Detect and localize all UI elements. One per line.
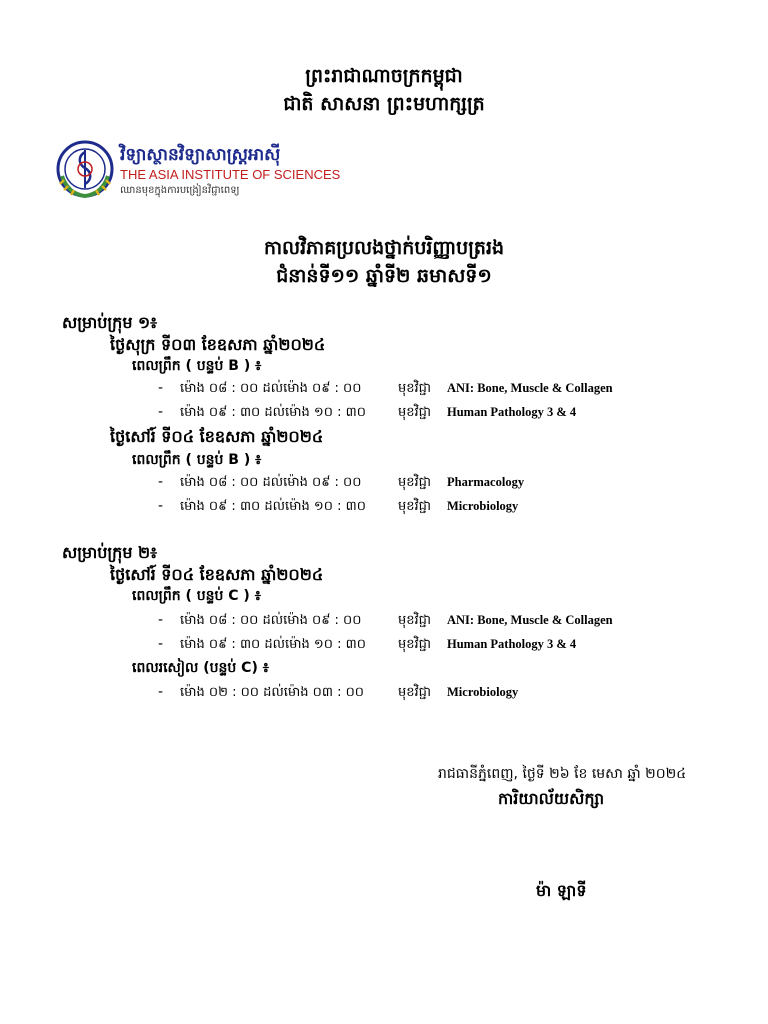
schedule-row — [0, 474, 768, 494]
row-subject-label: មុខវិជ្ជា — [398, 381, 432, 396]
schedule-row — [0, 498, 768, 518]
schedule-row — [0, 380, 768, 400]
row-subject: ANI: Bone, Muscle & Collagen — [447, 381, 613, 395]
row-dash: - — [158, 474, 164, 490]
group-1-day-2-session: ពេលព្រឹក ( បន្ទប់ B ) ៖ — [132, 452, 262, 468]
institute-slogan: ឈានមុខក្នុងការបង្រៀនវិជ្ជាពេទ្យ — [120, 185, 240, 196]
row-subject: Human Pathology 3 & 4 — [447, 405, 577, 419]
row-subject-label: មុខវិជ្ជា — [398, 613, 432, 628]
group-2-afternoon-session: ពេលរសៀល (បន្ទប់ C) ៖ — [132, 660, 269, 676]
kingdom-title: ព្រះរាជាណាចក្រកម្ពុជា — [305, 65, 463, 87]
institute-name-english: THE ASIA INSTITUTE OF SCIENCES — [120, 167, 341, 182]
row-subject-label: មុខវិជ្ជា — [398, 499, 432, 514]
signer-name: ម៉ា ឡាទី — [536, 881, 587, 900]
schedule-row — [0, 612, 768, 632]
institute-name-khmer: វិទ្យាស្ថានវិទ្យាសាស្ត្រអាស៊ី — [120, 145, 281, 165]
row-subject: ANI: Bone, Muscle & Collagen — [447, 613, 613, 627]
group-2-heading: សម្រាប់ក្រុម ២៖ — [62, 543, 158, 562]
schedule-row — [0, 684, 768, 704]
row-dash: - — [158, 684, 164, 700]
row-time: ម៉ោង ០៨ : ០០ ដល់ម៉ោង ០៩ : ០០ — [180, 475, 362, 490]
schedule-row — [0, 636, 768, 656]
row-time: ម៉ោង ០៩ : ៣០ ដល់ម៉ោង ១០ : ៣០ — [180, 499, 366, 514]
group-2-day-1-date: ថ្ងៃសៅរ៍ ទី០៤ ខែឧសភា ឆ្នាំ២០២៤ — [110, 565, 324, 584]
institute-emblem-icon — [54, 138, 116, 200]
group-2-morning-session: ពេលព្រឹក ( បន្ទប់ C ) ៖ — [132, 588, 261, 604]
kingdom-motto: ជាតិ សាសនា ព្រះមហាក្សត្រ — [283, 93, 485, 115]
row-subject-label: មុខវិជ្ជា — [398, 685, 432, 700]
row-time: ម៉ោង ០៩ : ៣០ ដល់ម៉ោង ១០ : ៣០ — [180, 637, 366, 652]
row-dash: - — [158, 404, 164, 420]
row-subject: Pharmacology — [447, 475, 525, 489]
row-time: ម៉ោង ០៩ : ៣០ ដល់ម៉ោង ១០ : ៣០ — [180, 405, 366, 420]
document-title: កាលវិភាគប្រលងថ្នាក់បរិញ្ញាបត្ររង — [263, 237, 505, 259]
row-dash: - — [158, 612, 164, 628]
row-subject: Microbiology — [447, 685, 519, 699]
row-subject-label: មុខវិជ្ជា — [398, 405, 432, 420]
group-1-day-1-date: ថ្ងៃសុក្រ ទី០៣ ខែឧសភា ឆ្នាំ២០២៤ — [110, 335, 326, 354]
institute-logo — [54, 138, 341, 200]
row-time: ម៉ោង ០២ : ០០ ដល់ម៉ោង ០៣ : ០០ — [180, 685, 364, 700]
row-subject-label: មុខវិជ្ជា — [398, 637, 432, 652]
office-name: ការិយាល័យសិក្សា — [498, 789, 605, 808]
row-subject-label: មុខវិជ្ជា — [398, 475, 432, 490]
row-subject: Microbiology — [447, 499, 519, 513]
row-dash: - — [158, 498, 164, 514]
row-time: ម៉ោង ០៨ : ០០ ដល់ម៉ោង ០៩ : ០០ — [180, 613, 362, 628]
place-and-date: រាជធានីភ្នំពេញ, ថ្ងៃទី ២៦ ខែ មេសា ឆ្នាំ ២០២៤ — [438, 766, 687, 782]
row-dash: - — [158, 380, 164, 396]
group-1-heading: សម្រាប់ក្រុម ១៖ — [62, 313, 158, 332]
row-subject: Human Pathology 3 & 4 — [447, 637, 577, 651]
schedule-row — [0, 404, 768, 424]
document-subtitle: ជំនាន់ទី១១ ឆ្នាំទី២ ឆមាសទី១ — [276, 265, 492, 287]
row-time: ម៉ោង ០៨ : ០០ ដល់ម៉ោង ០៩ : ០០ — [180, 381, 362, 396]
group-1-day-2-date: ថ្ងៃសៅរ៍ ទី០៤ ខែឧសភា ឆ្នាំ២០២៤ — [110, 427, 324, 446]
group-1-day-1-session: ពេលព្រឹក ( បន្ទប់ B ) ៖ — [132, 358, 262, 374]
row-dash: - — [158, 636, 164, 652]
